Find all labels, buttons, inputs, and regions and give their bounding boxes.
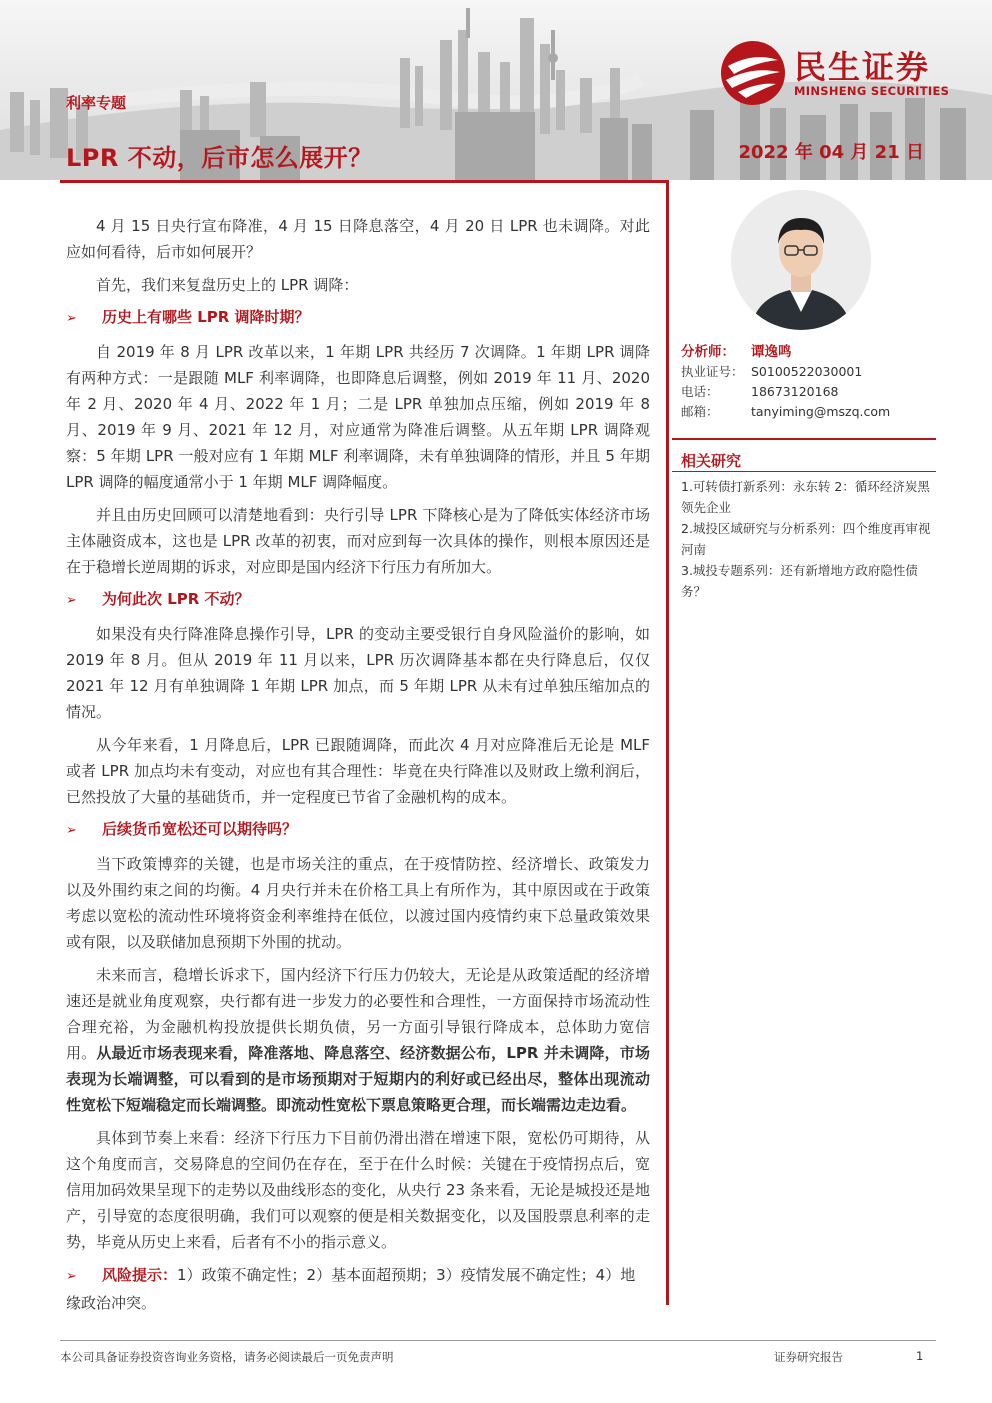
cert-value: S0100522030001 bbox=[751, 364, 863, 379]
intro-paragraph-1: 4 月 15 日央行宣布降准，4 月 15 日降息落空，4 月 20 日 LPR 也未调降。对此应如何看待，后市如何展开？ bbox=[66, 217, 650, 261]
page-number: 1 bbox=[916, 1349, 924, 1363]
sec3-paragraph-3: 具体到节奏上来看：经济下行压力下目前仍滑出潜在增速下限，宽松仍可期待，从这个角度而言，交易降息的空间仍在存在，至于在什么时候：关键在于疫情拐点后，宽信用加码效果呈现下的走势以及曲线形态的变化，从央行 23 条来看，无论是城投还是地产，引导宽的态度很明确，我们可以观察的便是相关数据变化，以及国股票息利率的走势，毕竟从历史上来看，后者有不小的指示意义。 bbox=[66, 1129, 650, 1251]
phone-label: 电话： bbox=[681, 384, 719, 399]
header-banner bbox=[0, 0, 992, 180]
logo-chinese-name: 民生证券 bbox=[794, 48, 931, 86]
footer-disclaimer: 本公司具备证券投资咨询业务资格，请务必阅读最后一页免责声明 bbox=[60, 1350, 394, 1364]
arrow-bullet-icon: ➢ bbox=[66, 593, 77, 608]
section-heading-1 bbox=[66, 304, 650, 332]
analyst-label: 分析师： bbox=[681, 344, 735, 360]
analyst-photo bbox=[731, 190, 871, 330]
minsheng-logo-icon bbox=[718, 38, 788, 108]
analyst-info bbox=[681, 342, 890, 422]
report-title: LPR 不动，后市怎么展开？ bbox=[66, 144, 373, 172]
sec1-paragraph-2: 并且由历史回顾可以清楚地看到：央行引导 LPR 下降核心是为了降低实体经济市场主体融资成本，这也是 LPR 改革的初衷，而对应到每一次具体的操作，则根本原因还是在于稳增长逆周期的诉求，对应即是国内经济下行压力有所加大。 bbox=[66, 506, 650, 576]
sec2-paragraph-1: 如果没有央行降准降息操作引导，LPR 的变动主要受银行自身风险溢价的影响，如 2019 年 8 月。但从 2019 年 11 月以来，LPR 历次调降基本都在央行降息后，仅仅 2021 年 12 月有单独调降 1 年期 LPR 加点，而 5 年期 LPR 从未有过单独压缩加点的情况。 bbox=[66, 625, 650, 721]
footer-divider bbox=[60, 1340, 936, 1341]
report-date: 2022 年 04 月 21 日 bbox=[738, 142, 924, 163]
analyst-portrait-image bbox=[731, 190, 871, 330]
logo-english-name: MINSHENG SECURITIES bbox=[794, 84, 950, 98]
arrow-bullet-icon: ➢ bbox=[66, 311, 77, 326]
sec3-paragraph-2-bold: 从最近市场表现来看，降准落地、降息落空、经济数据公布，LPR 并未调降，市场表现为长端调整，可以看到的是市场预期对于短期内的利好或已经出尽，整体出现流动性宽松下短端稳定而长端调整。即流动性宽松下票息策略更合理，而长端需边走边看。 bbox=[66, 1044, 650, 1114]
sec3-paragraph-1: 当下政策博弈的关键，也是市场关注的重点，在于疫情防控、经济增长、政策发力以及外围约束之间的均衡。4 月央行并未在价格工具上有所作为，其中原因或在于政策考虑以宽松的流动性环境将资金利率维持在低位，以渡过国内疫情约束下总量政策效果或有限，以及联储加息预期下外围的扰动。 bbox=[66, 855, 650, 951]
section-title-3: 后续货币宽松还可以期待吗？ bbox=[102, 820, 298, 838]
sec3-paragraph-2-normal: 未来而言，稳增长诉求下，国内经济下行压力仍较大，无论是从政策适配的经济增速还是就业角度观察，央行都有进一步发力的必要性和合理性，一方面保持市场流动性合理充裕，为金融机构投放提供长期负债，另一方面引导银行降成本，总体助力宽信用。 bbox=[66, 966, 650, 1062]
arrow-bullet-icon: ➢ bbox=[66, 1269, 77, 1284]
related-divider bbox=[672, 471, 936, 472]
risk-text: 1）政策不确定性；2）基本面超预期；3）疫情发展不确定性；4）地缘政治冲突。 bbox=[66, 1266, 636, 1312]
sec1-paragraph-1: 自 2019 年 8 月 LPR 改革以来，1 年期 LPR 共经历 7 次调降。1 年期 LPR 调降有两种方式：一是跟随 MLF 利率调降，也即降息后调整，例如 2019 年 11 月、2020 年 2 月、2020 年 4 月、2022 年 1 月；二是 LPR 单独加点压缩，例如 2019 年 8 月、2019 年 9 月、2021 年 12 月，对应通常为降准后调整。从五年期 LPR 调降观察：5 年期 LPR 一般对应有 1 年期 MLF 利率调降，未有单独调降的情形，并且 5 年期 LPR 调降的幅度通常小于 1 年期 MLF 调降幅度。 bbox=[66, 343, 650, 491]
column-divider bbox=[666, 180, 669, 1305]
sidebar-divider bbox=[672, 438, 936, 440]
email-label: 邮箱： bbox=[681, 404, 719, 419]
risk-label: 风险提示： bbox=[102, 1266, 178, 1284]
section-title-1: 历史上有哪些 LPR 调降时期？ bbox=[102, 308, 310, 326]
phone-value: 18673120168 bbox=[751, 384, 839, 399]
title-divider bbox=[60, 180, 668, 183]
report-type: 利率专题 bbox=[66, 94, 127, 112]
sec2-paragraph-2: 从今年来看，1 月降息后，LPR 已跟随调降，而此次 4 月对应降准后无论是 MLF 或者 LPR 加点均未有变动，对应也有其合理性：毕竟在央行降准以及财政上缴利润后，已然投放了大量的基础货币，并一定程度已节省了金融机构的成本。 bbox=[66, 736, 650, 806]
section-heading-3 bbox=[66, 816, 650, 844]
section-heading-2 bbox=[66, 586, 650, 614]
main-content bbox=[66, 213, 650, 1316]
related-item[interactable]: 1.可转债打新系列：永东转 2：循环经济炭黑领先企业 bbox=[681, 479, 930, 515]
minsheng-logo bbox=[718, 38, 978, 108]
related-research-list bbox=[681, 476, 931, 602]
intro-paragraph-2: 首先，我们来复盘历史上的 LPR 调降： bbox=[96, 276, 359, 294]
arrow-bullet-icon: ➢ bbox=[66, 823, 77, 838]
sec3-paragraph-2 bbox=[66, 962, 650, 1118]
risk-notice bbox=[66, 1262, 650, 1316]
email-value[interactable]: tanyiming@mszq.com bbox=[751, 404, 891, 419]
footer-doc-type: 证券研究报告 bbox=[774, 1350, 843, 1364]
related-item[interactable]: 2.城投区域研究与分析系列：四个维度再审视河南 bbox=[681, 521, 931, 557]
related-research-title: 相关研究 bbox=[681, 452, 742, 470]
cert-label: 执业证号： bbox=[681, 364, 744, 379]
related-item[interactable]: 3.城投专题系列：还有新增地方政府隐性债务？ bbox=[681, 563, 918, 599]
section-title-2: 为何此次 LPR 不动？ bbox=[102, 590, 250, 608]
analyst-name: 谭逸鸣 bbox=[751, 344, 792, 360]
